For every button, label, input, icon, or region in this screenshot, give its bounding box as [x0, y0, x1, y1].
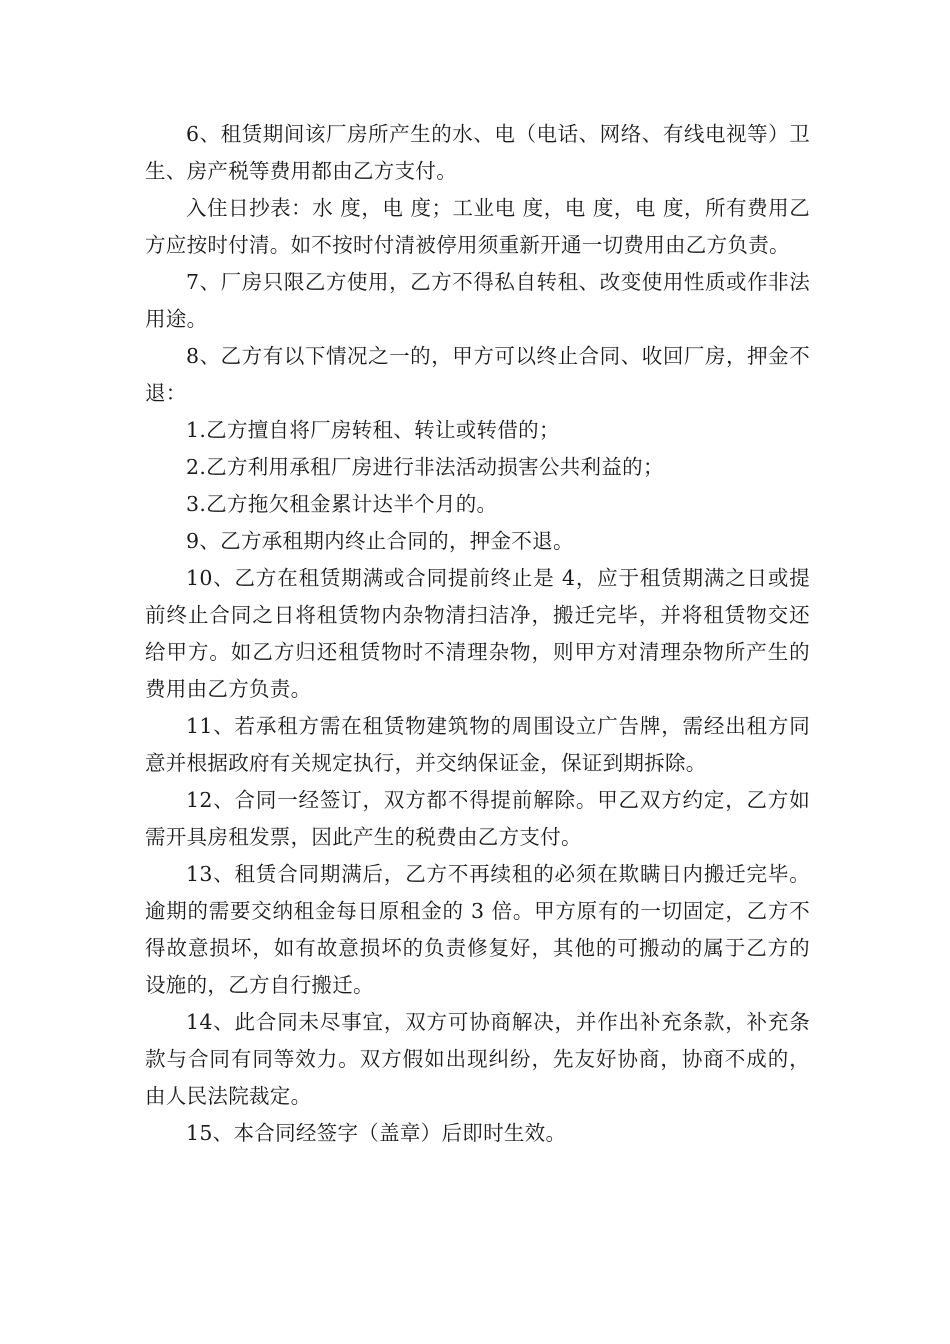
clause-10: 10、乙方在租赁期满或合同提前终止是 4，应于租赁期满之日或提前终止合同之日将租赁物内杂物清扫洁净，搬迁完毕，并将租赁物交还给甲方。如乙方归还租赁物时不清理杂物，则甲方对清理杂物所产生的费用由乙方负责。 — [145, 566, 810, 701]
document-body — [145, 116, 810, 1152]
meter-reading-paragraph: 入住日抄表：水 度，电 度；工业电 度，电 度，电 度，所有费用乙方应按时付清。如不按时付清被停用须重新开通一切费用由乙方负责。 — [145, 196, 810, 257]
clause-12: 12、合同一经签订，双方都不得提前解除。甲乙双方约定，乙方如需开具房租发票，因此产生的税费由乙方支付。 — [145, 788, 810, 849]
clause-7: 7、厂房只限乙方使用，乙方不得私自转租、改变使用性质或作非法用途。 — [145, 270, 810, 331]
clause-11: 11、若承租方需在租赁物建筑物的周围设立广告牌，需经出租方同意并根据政府有关规定执行，并交纳保证金，保证到期拆除。 — [145, 714, 810, 775]
clause-8-item-2: 2.乙方利用承租厂房进行非法活动损害公共利益的； — [186, 455, 664, 479]
clause-13: 13、租赁合同期满后，乙方不再续租的必须在欺瞒日内搬迁完毕。逾期的需要交纳租金每日原租金的 3 倍。甲方原有的一切固定，乙方不得故意损坏，如有故意损坏的负责修复好，其他的可搬动的属于乙方的设施的，乙方自行搬迁。 — [145, 862, 810, 997]
clause-8-item-3: 3.乙方拖欠租金累计达半个月的。 — [186, 492, 498, 516]
clause-15: 15、本合同经签字（盖章）后即时生效。 — [186, 1121, 567, 1145]
clause-6: 6、租赁期间该厂房所产生的水、电（电话、网络、有线电视等）卫生、房产税等费用都由乙方支付。 — [145, 122, 810, 183]
clause-9: 9、乙方承租期内终止合同的，押金不退。 — [186, 529, 574, 553]
clause-8-item-1: 1.乙方擅自将厂房转租、转让或转借的； — [186, 418, 560, 442]
clause-8: 8、乙方有以下情况之一的，甲方可以终止合同、收回厂房，押金不退： — [145, 344, 810, 405]
clause-14: 14、此合同未尽事宜，双方可协商解决，并作出补充条款，补充条款与合同有同等效力。双方假如出现纠纷，先友好协商，协商不成的，由人民法院裁定。 — [145, 1010, 810, 1108]
